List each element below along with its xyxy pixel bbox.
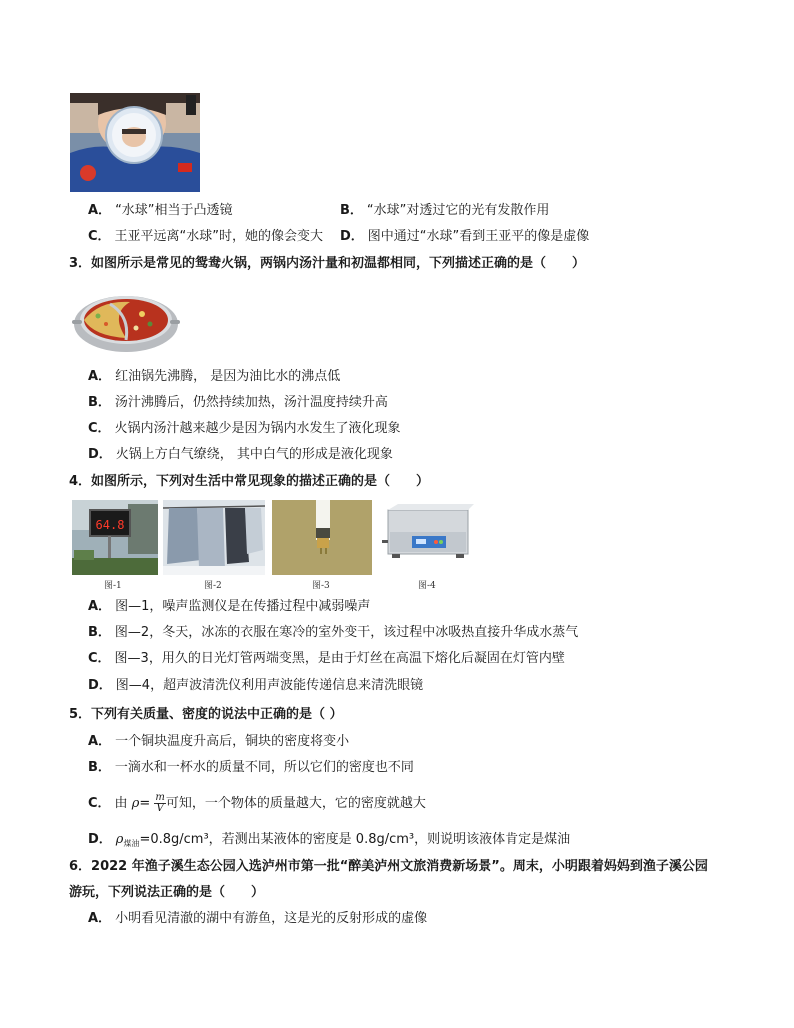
option-label: C． bbox=[88, 796, 111, 811]
option-label: B． bbox=[88, 760, 111, 775]
fig-4-caption: 图-4 bbox=[418, 581, 436, 591]
option-label: A． bbox=[88, 734, 112, 749]
option-text: 火锅上方白气缭绕， 其中白气的形成是液化现象 bbox=[115, 447, 393, 462]
q2-option-a bbox=[88, 202, 233, 220]
option-text: 图—4，超声波清洗仪利用声波能传递信息来清洗眼镜 bbox=[115, 678, 424, 693]
q3-option-a bbox=[88, 368, 340, 386]
option-text: “水球”对透过它的光有发散作用 bbox=[366, 203, 550, 218]
option-label: D． bbox=[88, 832, 112, 847]
fraction-denominator: V bbox=[156, 803, 164, 814]
water-ball-photo bbox=[70, 93, 200, 192]
noise-monitor-photo bbox=[72, 500, 158, 575]
q4-option-b bbox=[88, 624, 578, 642]
q5-option-a bbox=[88, 733, 349, 751]
option-label: D． bbox=[340, 229, 364, 244]
q5-option-b bbox=[88, 759, 414, 777]
q2-option-b bbox=[340, 202, 549, 220]
kerosene-subscript: 煤油 bbox=[123, 839, 140, 848]
option-label: A． bbox=[88, 599, 112, 614]
frozen-clothes-photo bbox=[163, 500, 265, 575]
option-text-post: 可知，一个物体的质量越大，它的密度就越大 bbox=[165, 796, 426, 811]
option-label: A． bbox=[88, 369, 112, 384]
option-text: 一滴水和一杯水的质量不同，所以它们的密度也不同 bbox=[114, 760, 414, 775]
option-text: 红油锅先沸腾， 是因为油比水的沸点低 bbox=[115, 369, 341, 384]
ultrasonic-cleaner-photo bbox=[382, 500, 474, 562]
option-text: 王亚平远离“水球”时，她的像会变大 bbox=[114, 229, 324, 244]
density-symbol: ρ bbox=[131, 796, 140, 811]
density-fraction bbox=[154, 793, 165, 814]
q5-option-d bbox=[88, 831, 570, 853]
option-text: 火锅内汤汁越来越少是因为锅内水发生了液化现象 bbox=[114, 421, 401, 436]
option-label: A． bbox=[88, 911, 112, 926]
option-text: 图中通过“水球”看到王亚平的像是虚像 bbox=[367, 229, 590, 244]
fig-3-caption: 图-3 bbox=[312, 581, 330, 591]
option-text: 图—1，噪声监测仪是在传播过程中减弱噪声 bbox=[115, 599, 371, 614]
q2-option-c bbox=[88, 228, 323, 246]
q3-stem: 3．如图所示是常见的鸳鸯火锅，两锅内汤汁量和初温都相同，下列描述正确的是（ ） bbox=[69, 256, 586, 271]
q6-stem-line-1: 6．2022 年渔子溪生态公园入选泸州市第一批“醉美泸州文旅消费新场景”。周末，小明跟着妈妈到渔子溪公园 bbox=[69, 859, 708, 874]
option-label: A． bbox=[88, 203, 112, 218]
q6-stem-line-2: 游玩，下列说法正确的是（ ） bbox=[69, 885, 265, 900]
q5-stem: 5．下列有关质量、密度的说法中正确的是（ ） bbox=[69, 707, 343, 722]
option-label: D． bbox=[88, 678, 112, 693]
fig-2-caption: 图-2 bbox=[204, 581, 222, 591]
option-text: 图—3，用久的日光灯管两端变黑，是由于灯丝在高温下熔化后凝固在灯管内壁 bbox=[114, 651, 565, 666]
option-label: D． bbox=[88, 447, 112, 462]
fluorescent-tube-photo bbox=[272, 500, 372, 575]
q5-option-c bbox=[88, 792, 426, 816]
q4-option-a bbox=[88, 598, 370, 616]
monitor-reading: 64.8 bbox=[95, 518, 125, 532]
q3-option-b bbox=[88, 394, 388, 412]
hotpot-photo bbox=[70, 280, 182, 358]
q3-option-c bbox=[88, 420, 401, 438]
option-text: 汤汁沸腾后，仍然持续加热，汤汁温度持续升高 bbox=[114, 395, 388, 410]
equals-sign: = bbox=[139, 796, 151, 811]
option-label: C． bbox=[88, 651, 111, 666]
q2-option-d bbox=[340, 228, 589, 246]
option-text: 一个铜块温度升高后，铜块的密度将变小 bbox=[115, 734, 350, 749]
option-label: C． bbox=[88, 229, 111, 244]
option-label: C． bbox=[88, 421, 111, 436]
fraction-numerator: m bbox=[155, 792, 165, 803]
option-text-pre: 由 bbox=[114, 796, 128, 811]
option-text: “水球”相当于凸透镜 bbox=[115, 203, 233, 218]
q4-option-c bbox=[88, 650, 565, 668]
option-label: B． bbox=[340, 203, 363, 218]
option-text: 小明看见清澈的湖中有游鱼，这是光的反射形成的虚像 bbox=[115, 911, 428, 926]
q3-option-d bbox=[88, 446, 393, 464]
option-text: =0.8g/cm³，若测出某液体的密度是 0.8g/cm³，则说明该液体肯定是煤油 bbox=[139, 832, 571, 847]
option-label: B． bbox=[88, 625, 111, 640]
q4-stem: 4．如图所示，下列对生活中常见现象的描述正确的是（ ） bbox=[69, 474, 430, 489]
q6-option-a bbox=[88, 910, 427, 928]
q4-option-d bbox=[88, 677, 423, 695]
fig-1-caption: 图-1 bbox=[104, 581, 122, 591]
density-symbol: ρ bbox=[115, 832, 124, 847]
option-text: 图—2，冬天，冰冻的衣服在寒冷的室外变干，该过程中冰吸热直接升华成水蒸气 bbox=[114, 625, 579, 640]
option-label: B． bbox=[88, 395, 111, 410]
